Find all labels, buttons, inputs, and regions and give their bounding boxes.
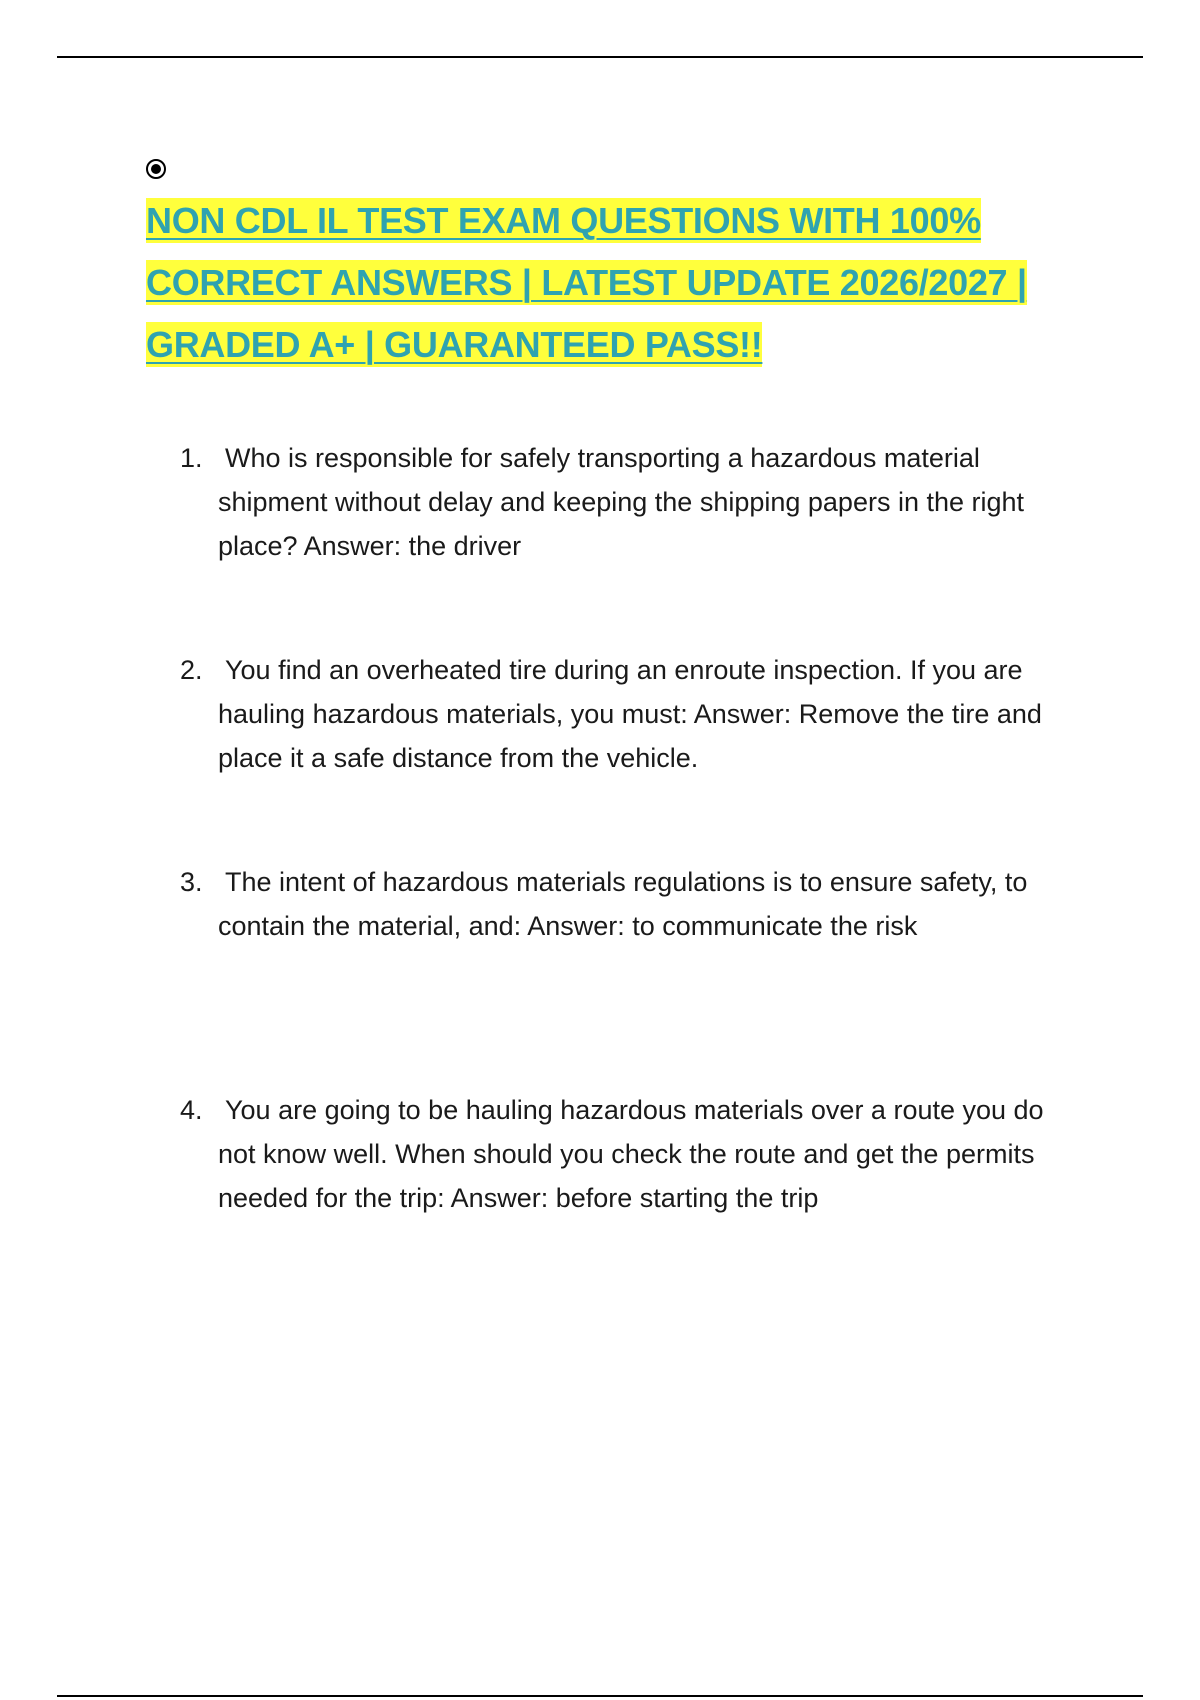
radio-bullet-icon: [146, 159, 166, 179]
question-text: The intent of hazardous materials regulations is to ensure safety, to contain the material, and: Answer: to communicate the risk: [218, 867, 1028, 941]
question-text: Who is responsible for safely transporting a hazardous material shipment without delay and keeping the shipping papers in the right place? Answer: the driver: [218, 443, 1025, 561]
question-item: [180, 860, 1080, 948]
question-number: 2.: [180, 655, 203, 685]
question-item: [180, 1088, 1080, 1220]
top-divider: [57, 56, 1143, 58]
question-number: 3.: [180, 867, 203, 897]
question-item: [180, 436, 1080, 568]
question-number: 1.: [180, 443, 203, 473]
question-text: You are going to be hauling hazardous materials over a route you do not know well. When should you check the route and get the permits needed for the trip: Answer: before starting the trip: [218, 1095, 1044, 1213]
document-title: [146, 190, 1126, 376]
title-highlight: NON CDL IL TEST EXAM QUESTIONS WITH 100% CORRECT ANSWERS | LATEST UPDATE 2026/2027 | GRADED A+ | GUARANTEED PASS!!: [146, 200, 1027, 365]
bottom-divider: [57, 1695, 1143, 1697]
question-item: [180, 648, 1080, 780]
question-number: 4.: [180, 1095, 203, 1125]
question-text: You find an overheated tire during an enroute inspection. If you are hauling hazardous materials, you must: Answer: Remove the tire and place it a safe distance from the vehicle.: [218, 655, 1042, 773]
